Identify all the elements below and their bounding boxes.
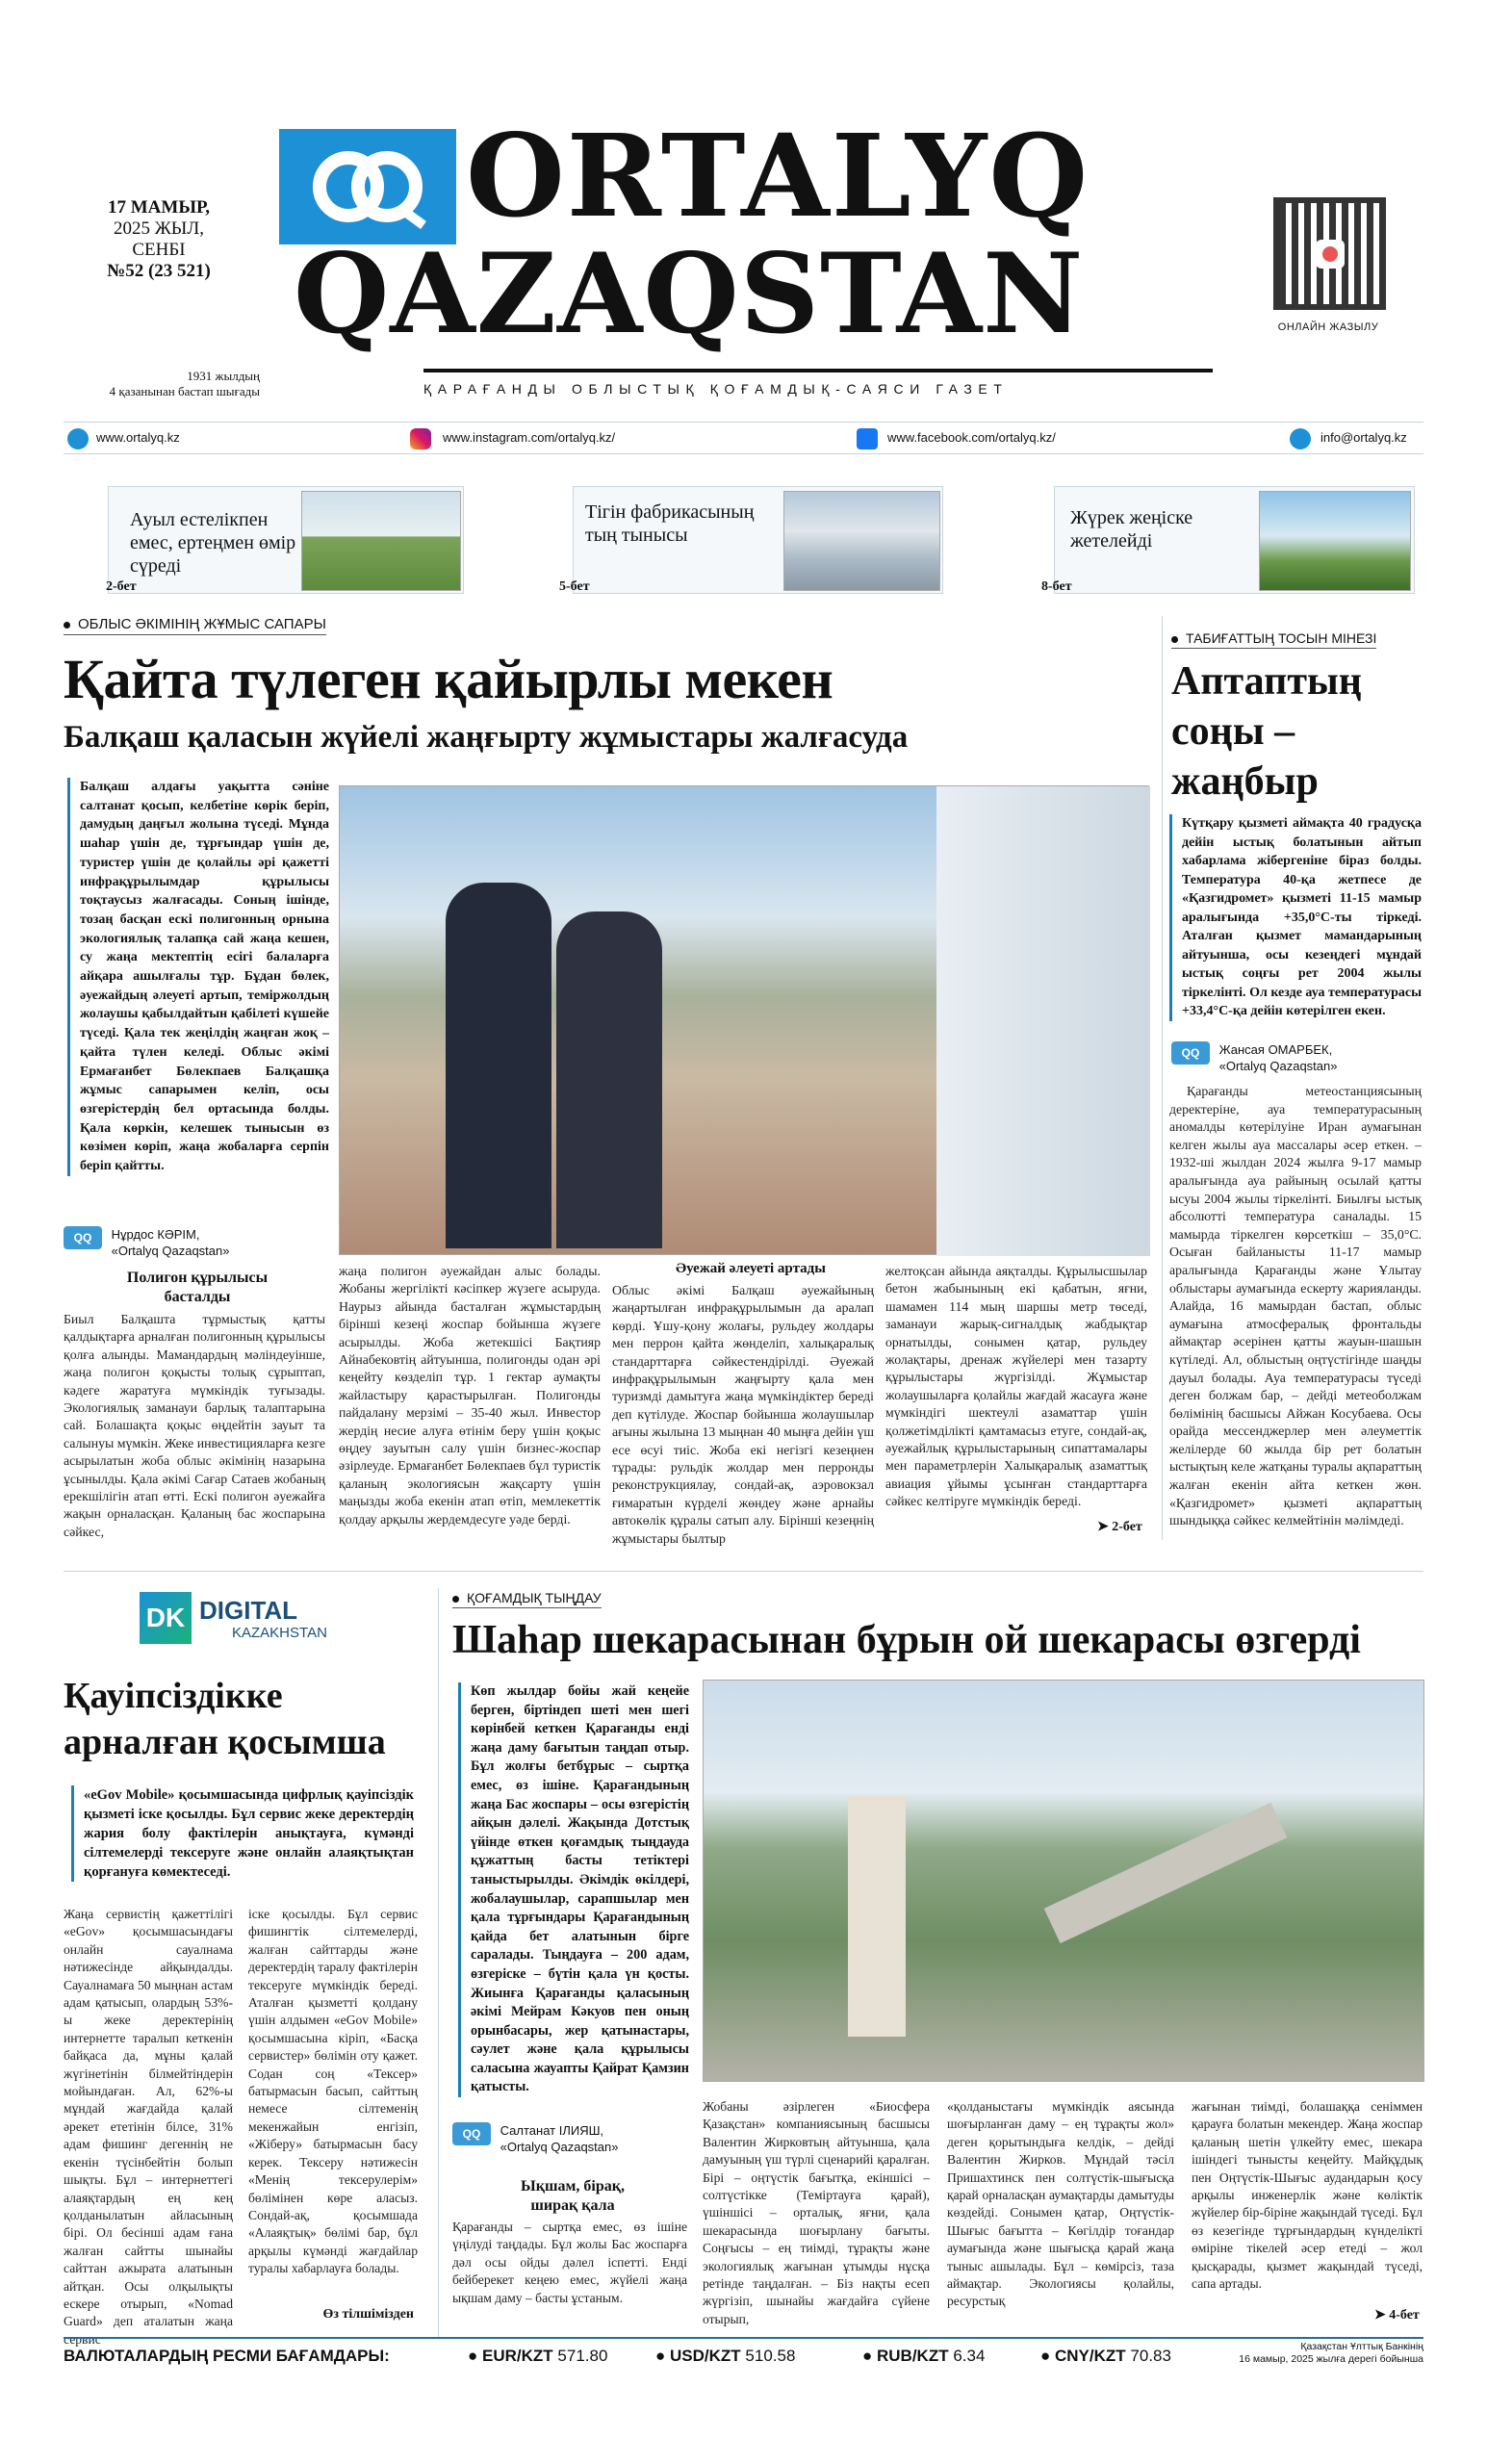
author-block: [112, 1226, 230, 1259]
continue-text: 2-бет: [1112, 1520, 1142, 1534]
section-divider: [64, 1571, 1423, 1572]
rate-code: USD/KZT: [670, 2347, 741, 2365]
date-block: [87, 197, 231, 282]
rate-code: EUR/KZT: [482, 2347, 553, 2365]
digital-col-1: Жаңа сервистің қажеттілігі «eGov» қосымшасындағы онлайн сауалнама нәтижесінде айқындалды. Сауалнамаға 50 мыңнан астам адам қатысып, олардың 53%-ы жеке деректерінің интернетте таралып кеткенін байқаса да, мұны қалай жүгінетінін білмейтіндерін мойындаған. Ал, 62%-ы мұндай жағдайда қалай әрекет ететінін білсе, 31% адам фишинг дегеннің не екенін түсінбейтін болып шықты. Бұл – интернеттегі алаяқтардың ең кең қолданылатын айласының бірі. Ол бесінші адам ғана жалған сайтты шынайы сайттан ажырата алатынын айтқан. Осы олқылықты ескере отырып, «Nomad Guard» деп аталатын жаңа сервис: [64, 1907, 233, 2347]
dk-logo-bottom: KAZAKHSTAN: [232, 1625, 327, 1641]
headline-line: соңы –: [1171, 709, 1295, 754]
main-photo: [339, 785, 1149, 1255]
city-author: [452, 2122, 693, 2155]
rate-eur: ● EUR/KZT 571.80: [468, 2347, 608, 2365]
section-title-line: ширақ қала: [530, 2197, 615, 2214]
author-block: [500, 2122, 619, 2155]
rate-value: 70.83: [1130, 2347, 1171, 2365]
author-logo-icon: QQ: [64, 1226, 102, 1249]
qr-code[interactable]: [1273, 197, 1386, 310]
column-divider: [438, 1588, 439, 2339]
column-divider: [1162, 616, 1163, 1540]
headline-line: Аптаптың: [1171, 659, 1362, 704]
headline-line: жаңбыр: [1171, 759, 1319, 804]
instagram-link[interactable]: www.instagram.com/ortalyq.kz/: [443, 430, 616, 445]
author-name: Салтанат ІЛИЯШ,: [500, 2123, 604, 2138]
section-title: Полигон құрылысы басталды: [126, 1270, 269, 1305]
email-icon: [1290, 428, 1311, 449]
city-photo: [703, 1680, 1424, 2082]
main-headline: Қайта түлеген қайырлы мекен: [64, 648, 833, 710]
masthead-title-2: QAZAQSTAN: [294, 229, 1085, 358]
teaser-photo: [783, 491, 940, 591]
rates-note-line: Қазақстан Ұлттық Банкінің: [1300, 2341, 1423, 2352]
rate-value: 510.58: [745, 2347, 796, 2365]
teaser-photo: [301, 491, 461, 591]
teaser-page: 5-бет: [559, 579, 590, 594]
continue-link[interactable]: ➤ 2-бет: [1097, 1520, 1142, 1534]
dk-logo-icon: DK: [140, 1592, 192, 1644]
main-col-2: жаңа полигон әуежайдан алыс болады. Жобаны жергілікті кәсіпкер жүзеге асыруда. Наурыз айында басталған жұмыстардың бірінші кезеңі жоспар бойынша жүзеге асырылды. Жоба жетекшісі Бақтияр Айнабековтің айтуынша, полигонды одан әрі кеңейту көзделіп тұр. 1 гектар аумақты жайластыру қарастырылған. Полигонды пайдалану мерзімі – 35-40 жыл. Инвестор жердің несие алуға өтінім беру үшін қоқыс өңдеу зауытын салу үшін бизнес-жоспар әзірлеуде. Ермағанбет Бөлекпаев бұл туристік қаланың экологиясын жақсарту үшін маңызды жоба екенін атап өтіп, мемлекеттік қолдау арқылы жердемдесуге уәде берді.: [339, 1264, 601, 1527]
masthead: [0, 0, 1487, 424]
links-bar: [64, 422, 1423, 454]
author-org: «Ortalyq Qazaqstan»: [1218, 1059, 1338, 1073]
rate-value: 571.80: [557, 2347, 608, 2365]
date-line: 17 МАМЫР,: [108, 197, 210, 218]
city-rubric: [452, 1590, 602, 1608]
digital-headline: [64, 1673, 386, 1765]
facebook-link[interactable]: www.facebook.com/ortalyq.kz/: [887, 430, 1056, 445]
city-col-2: Жобаны әзірлеген «Биосфера Қазақстан» компаниясының басшысы Валентин Жирковтың айтуынша, қала дамуының үш түрлі сценарийі қаралған. Бірі – оңтүстік бағытқа, екіншісі – солтүстікке (Теміртауға қарай), үшіншісі – орталық, яғни, қала шекарасында шоғырлану бағыты. Соңғысы – ең тиімді, тұрақты және экологиялық жағынан ұтымды нұсқа ретінде таңдалған. – Біз нақты есеп жүргізіп, шынайы жағдайға сүйене отырып,: [703, 2099, 930, 2326]
facebook-icon: [857, 428, 878, 449]
main-rubric: [64, 616, 326, 635]
side-body: Қарағанды метеостанциясының деректеріне, ауа температурасының аномалды көтерілуіне Иран аумағынан келген жылы ауа массалары әсер еткен. – 1932-ші жылдан 2024 жылға 9-17 мамыр аралығында ауа райының осылай қатты ысуы 2004 жылы тіркелінті. Биылғы ыстық абсолютті температура саналады. 15 мамырда тіркелген көрсеткіш – 35,0°С. Осыған байланысты 11-17 мамыр аралығында Қарағанды және Ұлытау облыстары аумағында ескерту жарияланды. Алайда, 16 мамырдан бастап, облыс аумағына атмосфералық фронтальды аймақтар әсерінен қатты жауын-шашын күтіледі. Ал, облыстың оңтүстігінде шаңды дауыл болады. Ауа температурасы түседі деген болжам бар, – дейді метеоболжам бөлімінің басшысы Айжан Косубаева. Осы орайда мессенджерлер мен әлеуметтік желілерде 60 жылда бір рет болатын ыстықтың келе жатқаны туралы ақпараттың жалған екенін айта кеткен жөн. «Қазгидромет» қызметі ақпараттың шындыққа сәйкес келмейтінін мәлімдеді.: [1169, 1084, 1422, 1528]
section-title-line: Ықшам, бірақ,: [521, 2178, 625, 2194]
city-lead: Көп жылдар бойы жай кеңейе берген, біртіндеп шеті мен шегі көрінбей кеткен Қарағанды енді жаңа даму бағытын таңдап отыр. Бұл жолғы бетбұрыс – сыртқа емес, өз ішіне. Қарағандының жаңа Бас жоспары – осы өзгерістің айқын дәлелі. Жақында Дотстық үйінде өткен қоғамдық тыңдауда құжаттың басты тетіктері таныстырылды. Әкімдік өкілдері, жобалаушылар, сарапшылар мен қала тұрғындары Қарағандының қайда бет алатынын бірге саралады. Тыңдауға – 200 адам, өзгеріске – бүтін қала үн қосты. Жиынға Қарағанды қаласының әкімі Мейрам Кәкуов пен оның орынбасары, жер қатынастары, сәулет және қала құрылысы саласына жауапты Қайрат Қамзин қатысты.: [458, 1682, 689, 2097]
city-col-1: Қарағанды – сыртқа емес, өз ішіне үңілуді таңдады. Бұл жолы Бас жоспарға дәл осы ойды дәлел іспетті. Енді бейберекет кеңею емес, жүйелі жаңа ықшам даму – басты ұстаным.: [452, 2220, 687, 2305]
date-line: 2025 ЖЫЛ,: [114, 218, 204, 239]
digital-author: Өз тілшімізден: [322, 2307, 414, 2322]
website-link[interactable]: www.ortalyq.kz: [96, 430, 180, 445]
founded-line: 1931 жылдың: [187, 369, 260, 383]
rate-value: 6.34: [953, 2347, 986, 2365]
continue-link[interactable]: ➤ 4-бет: [1374, 2308, 1420, 2323]
teaser-2[interactable]: [573, 486, 943, 594]
author-logo-icon: QQ: [452, 2122, 491, 2145]
dk-logo-top: DIGITAL: [199, 1596, 298, 1625]
side-lead: Күтқару қызметі аймақта 40 градусқа дейін ыстық болатынын айтып хабарлама жібергеніне біраз болды. Температура 40-қа жетпесе де «Қазгидромет» қызметі 11-15 мамыр аралығында +35,0°С-ты тіркеді. Аталған қызмет мамандарының айтуынша, осы кезеңдегі мұндай ыстық соңғы рет 2004 жылы тіркелінті. Ол кезде ауа температурасы +33,4°С-қа дейін көтерілген екен.: [1169, 814, 1422, 1021]
rubric-text: ҚОҒАМДЫҚ ТЫҢДАУ: [467, 1590, 602, 1605]
rates-label: ВАЛЮТАЛАРДЫҢ РЕСМИ БАҒАМДАРЫ:: [64, 2347, 390, 2365]
main-col-3: Облыс әкімі Балқаш әуежайының жаңартылған инфрақұрылымын да аралап көрді. Ұшу-қону жолағы, рульдеу жолдары мен перрон қайта жөнделіп, халықаралық стандарттарға сәйкестендірілді. Әуежай инфрақұрылымын жаңғырту қала мен туризмді дамытуға жаңа мүмкіндіктер береді деп күтілуде. Жоспар бойынша жолаушылар ағыны жылына 13 мыңнан 40 мыңға дейін үш есе өсуі тиіс. Жоба екі негізгі кезеңнен тұрады: рульдік жолдар мен перронды реконструкциялау, сондай-ақ, аэровокзал ғимаратын күрделі жөндеу және арнайы автокөлік құралы сатып алу. Бірінші кезеңнің жұмыстары былтыр: [612, 1283, 874, 1546]
author-org: «Ortalyq Qazaqstan»: [500, 2140, 619, 2154]
masthead-rule: [423, 369, 1213, 372]
rate-code: CNY/KZT: [1055, 2347, 1126, 2365]
founded-note: [67, 369, 260, 399]
date-line: СЕНБІ: [132, 240, 186, 260]
section-title: [457, 2177, 688, 2216]
teaser-1[interactable]: [108, 486, 464, 594]
teaser-title: Ауыл естелікпен емес, ертеңмен өмір сүреді: [130, 509, 296, 577]
rate-rub: ● RUB/KZT 6.34: [862, 2347, 986, 2365]
city-headline: Шаһар шекарасынан бұрын ой шекарасы өзгерді: [452, 1618, 1361, 1662]
headline-line: арналған қосымша: [64, 1722, 386, 1762]
main-subheadline: Балқаш қаласын жүйелі жаңғырту жұмыстары жалғасуда: [64, 720, 909, 755]
globe-icon: [67, 428, 89, 449]
rate-cny: ● CNY/KZT 70.83: [1040, 2347, 1171, 2365]
logo-mark: [279, 129, 456, 244]
instagram-icon: [410, 428, 431, 449]
online-subscribe-label: ОНЛАЙН ЖАЗЫЛУ: [1277, 321, 1379, 333]
author-name: Жансая ОМАРБЕК,: [1218, 1042, 1333, 1057]
section-title: Әуежай әлеуеті артады: [676, 1261, 826, 1276]
author-name: Нұрдос КӘРІМ,: [111, 1227, 200, 1242]
main-col-1: Биыл Балқашта тұрмыстық қатты қалдықтарға арналған полигонның құрылысы қолға алынды. Мамандардың мәліндеуінше, жаңа полигон қоқысты толық сұрыптап, кәдеге жаратуға мүмкіндік туғызады. Экологиялық заманауи барлық талаптарына сай. Болашақта қоқыс өңдейтін зауыт та салынуы мүмкін. Жеке инвестицияларға кезге асырылатын жоба облыс әкімінің назарына ұсынылды. Қала әкімі Сағар Сатаев жобаның ерекшілігін атап өтті. Ескі полигон әуежайға жақын орналасқан. Қаланың бас жоспарына сәйкес,: [64, 1312, 325, 1539]
teaser-page: 8-бет: [1041, 579, 1072, 594]
teaser-title: Жүрек жеңіске жетелейді: [1070, 507, 1193, 552]
masthead-subtitle: ҚАРАҒАНДЫ ОБЛЫСТЫҚ ҚОҒАМДЫҚ-САЯСИ ГАЗЕТ: [423, 381, 1009, 397]
teaser-photo: [1259, 491, 1411, 591]
continue-text: 4-бет: [1389, 2308, 1420, 2323]
rate-code: RUB/KZT: [877, 2347, 949, 2365]
main-col-4: желтоқсан айында аяқталды. Құрылысшылар бетон жабынының екі қабатын, яғни, шамамен 114 мың шаршы метр төседі, заманауи жарық-сигналдық жабдықтар орнатылды, сонымен қатар, рульдеу жолақтары, дренаж жүйелері мен тазарту құрылыстары жүргізілді. Жұмыстар жолаушыларға қолайлы жағдай жасауға және мүмкіндігі шектеулі азаматтар үшін қолжетімділікті қамтамасыз етуге, сондай-ақ, әуежайлық құрылыстарының сипаттамалары мен параметрлерін Халықаралық азаматтық авиация ұйымы ұсынған стандарттарға сәйкес келтіруге мүмкіндік береді.: [885, 1264, 1147, 1509]
author-logo-icon: QQ: [1171, 1041, 1210, 1065]
founded-line: 4 қазанынан бастап шығады: [109, 384, 260, 398]
email-link[interactable]: info@ortalyq.kz: [1320, 430, 1407, 445]
city-col-4: жағынан тиімді, болашаққа сеніммен қарауға болатын мекендер. Жаңа жоспар қаланың шетін үлкейту емес, шекара ішіндегі тынысты кеңейту. Майқұдық пен Оңтүстік-Шығыс аудандарын қосу арқылы инженерлік және көліктік жүйелер бір-біріне жақындай түседі. Бұл өз кезегінде тұрғындардың күнделікті өміріне тікелей әсер етеді – жол қысқарады, қызмет жақындай түседі, сапа артады.: [1192, 2099, 1423, 2292]
logo-qq-icon: [279, 129, 456, 244]
teaser-page: 2-бет: [106, 579, 137, 594]
rates-note: [1228, 2341, 1423, 2366]
author-block: [1219, 1041, 1338, 1074]
teaser-3[interactable]: [1054, 486, 1415, 594]
headline-line: Қауіпсіздікке: [64, 1676, 283, 1716]
rates-note-line: 16 мамыр, 2025 жылға дерегі бойынша: [1239, 2353, 1423, 2365]
side-headline: [1171, 656, 1362, 807]
issue-number: №52 (23 521): [107, 261, 211, 281]
city-col-3: «қолданыстағы мүмкіндік аясында шоғырланған даму – ең тұрақты жол» деген қорытындыға келдік, – дейді Валентин Жирков. Мұндай тәсіл Пришахтинск пен солтүстік-шығысқа қарай орналасқан аумақтарды дамытуды көздейді. Сонымен қатар, Оңтүстік-Шығыс бағытта – Көгілдір тоғандар аумағында және шығысқа қарай жаңа тыныс ашылады. Бұл – көмірсіз, таза аймақтар. Экологиясы қолайлы, ресурстық: [947, 2099, 1174, 2309]
side-author: [1171, 1041, 1423, 1074]
digital-col-2: іске қосылды. Бұл сервис фишингтік сілтемелерді, жалған сайттарды және деректердің таралу фактілерін тексеруге мүмкіндік береді. Аталған қызметті қолдану үшін алдымен «eGov Mobile» қосымшасына кіріп, «Басқа сервистер» бөлімін оту қажет. Содан соң «Тексер» батырмасын басып, сайттың немесе сілтеменің мекенжайын енгізіп, «Жіберу» батырмасын басу керек. Тексеру нәтижесін «Менің тексерулерім» бөлімінен көре аласыз. Сондай-ақ, қосымшада «Алаяқтық» бөлімі бар, бұл арқылы күмәнді жағдайлар туралы хабарлауға болады.: [248, 1907, 418, 2276]
main-author: [64, 1226, 333, 1259]
rubric-text: ОБЛЫС ӘКІМІНІҢ ЖҰМЫС САПАРЫ: [78, 616, 326, 632]
masthead-title-1: ORTALYQ: [466, 109, 1090, 243]
digital-lead: «eGov Mobile» қосымшасында цифрлық қауіпсіздік қызметі іске қосылды. Бұл сервис жеке деректердің жария болу фактілерін анықтауға, күмәнді сілтемелерді тексеруге және онлайн алаяқтықтан қорғануға көмектеседі.: [71, 1785, 414, 1882]
rates-bar: [64, 2337, 1423, 2375]
digital-kazakhstan-logo: [140, 1588, 361, 1646]
rubric-text: ТАБИҒАТТЫҢ ТОСЫН МІНЕЗІ: [1186, 630, 1377, 646]
teaser-title: Тігін фабрикасының тың тынысы: [585, 501, 755, 546]
rate-usd: ● USD/KZT 510.58: [655, 2347, 796, 2365]
main-lead: Балқаш алдағы уақытта сәніне салтанат қосып, келбетіне көрік беріп, дамудың даңғыл жолына түседі. Мұнда шаһар үшін де, тұрғындар үшін де, туристер үшін де қолайлы әрі қажетті инфрақұрылымдар құрылысы тоқтаусыз жалғасады. Соның ішінде, тозаң басқан ескі полигонның орнына экологиялық талапқа сай жаңа кешен, су жаңа мектептің есігі балаларға айқара ашылғалы тұр. Бұдан бөлек, әуежайдың әлеуеті артып, теміржолдың жолаушы қабылдайтын қабілеті күшейе түседі. Қала тек жеңілдің жаңған жоқ – қайта түлен келеді. Облыс әкімі Ермағанбет Бөлекпаев Балқашқа жұмыс сапарымен келіп, осы өзгерістердің бел ортасында болды. Қала көркін, келешек тынысын өз көзімен көріп, жаңа жобаларға серпін беріп қайтты.: [67, 778, 329, 1176]
author-org: «Ortalyq Qazaqstan»: [111, 1244, 230, 1258]
side-rubric: [1171, 630, 1376, 649]
